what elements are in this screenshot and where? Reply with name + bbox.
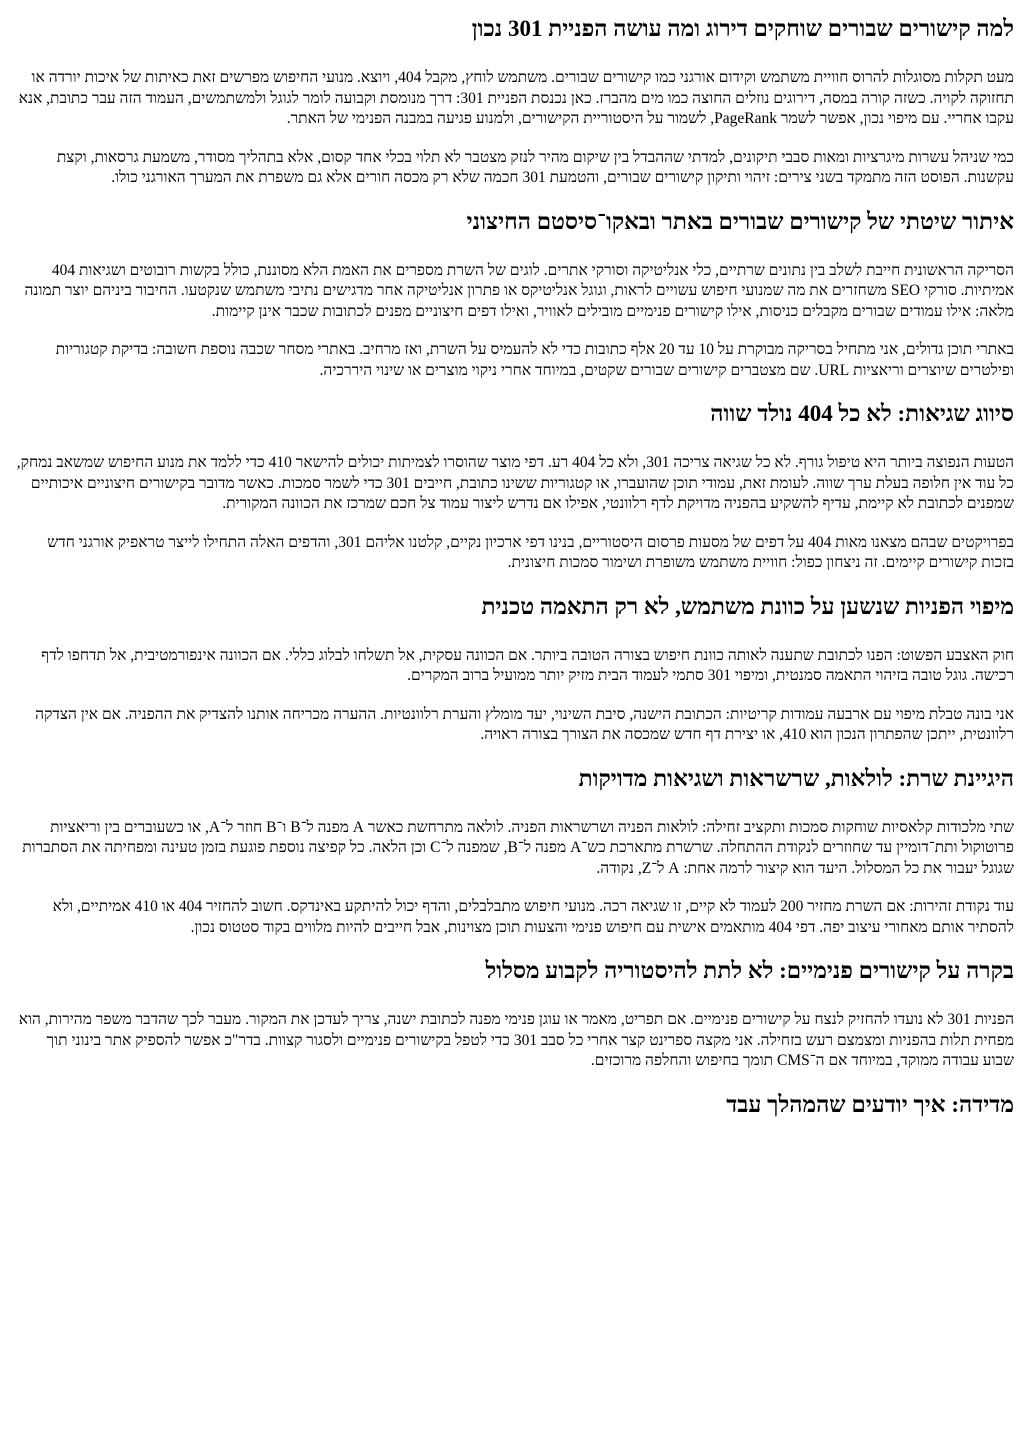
- section-heading: איתור שיטתי של קישורים שבורים באתר ובאקו־סיסטם החיצוני: [466, 208, 1014, 234]
- section-heading: היגיינת שרת: לולאות, שרשראות ושגיאות מדויקות: [578, 765, 1014, 791]
- section-redirect-mapping: [12, 592, 1014, 746]
- paragraph: בפרויקטים שבהם מצאנו מאות 404 על דפים של מסעות פרסום היסטוריים, בנינו דפי ארכיון נקיים, קלטנו אליהם 301, והדפים האלה התחילו לייצר טראפיק אורגני חדש בזכות קישורים קיימים. זה ניצחון כפול: חוויית משתמש משופרת ושימור סמכות חיצונית.: [47, 533, 1014, 571]
- paragraph: כמי שניהל עשרות מיגרציות ומאות סבבי תיקונים, למדתי שההבדל בין שיקום מהיר לנזק מצטבר לא תלוי בכלי אחד קסום, אלא בתהליך מסודר, משמעת גרסאות, וקצת עקשנות. הפוסט הזה מתמקד בשני צירים: זיהוי ותיקון קישורים שבורים, והטמעת 301 חכמה שלא רק מכסה חורים אלא גם משפרת את המערך האורגני כולו.: [56, 148, 1014, 186]
- paragraph: חוק האצבע הפשוט: הפנו לכתובת שתענה לאותה כוונת חיפוש בצורה הטובה ביותר. אם הכוונה עסקית, אל תשלחו לבלוג כללי. אם הכוונה אינפורמטיבית, אל תדחפו לדף רכישה. גוגל טובה בזיהוי התאמה סמנטית, ומיפוי 301 סתמי לעמוד הבית מזיק יותר ממועיל ברוב המקרים.: [41, 646, 1014, 684]
- section-heading: למה קישורים שבורים שוחקים דירוג ומה עושה הפניית 301 נכון: [471, 16, 1014, 41]
- section-internal-links: [12, 956, 1014, 1072]
- paragraph: אני בונה טבלת מיפוי עם ארבעה עמודות קריטיות: הכתובת הישנה, סיבת השינוי, יעד מומלץ והערת רלוונטיות. ההערה מכריחה אותנו להצדיק את ההפניה. אם אין הצדקה רלוונטית, ייתכן שהפתרון הנכון הוא 410, או יצירת דף חדש שמכסה את הצורך בצורה ראויה.: [35, 705, 1014, 743]
- section-broken-links-301: [12, 14, 1014, 189]
- section-systematic-detection: [12, 207, 1014, 382]
- paragraph: הפניות 301 לא נועדו להחזיק לנצח על קישורים פנימיים. אם תפריט, מאמר או עוגן פנימי מפנה לכתובת ישנה, צריך לעדכן את המקור. מעבר לכך שהדבר משפר מהירות, הוא מפחית תלות בהפניות ומצמצם רעש בזחילה. אני מקצה ספרינט קצר אחרי כל סבב 301 כדי לטפל בקישורים פנימיים ולסגור קצוות. בדר"כ אפשר להספיק אתר בינוני תוך שבוע עבודה ממוקד, במיוחד אם ה־CMS תומך בחיפוש והחלפה מרוכזים.: [18, 1011, 1014, 1069]
- paragraph: הסריקה הראשונית חייבת לשלב בין נתונים שרתיים, כלי אנליטיקה וסורקי אתרים. לוגים של השרת מספרים את האמת הלא מסוננת, כולל בקשות רובוטים ושגיאות 404 אמיתיות. סורקי SEO משחזרים את מה שמנועי חיפוש עשויים לראות, וגוגל אנליטיקס או פתרון אנליטיקה אחר מדגישים נתיבי משתמש שנקטעו. החיבור ביניהם יוצר תמונה מלאה: אילו עמודים שבורים מקבלים כניסות, אילו קישורים פנימיים מובילים לאוויר, ואילו דפים חיצוניים מפנים לכתובות שכבר אינן קיימות.: [24, 261, 1014, 320]
- paragraph: הטעות הנפוצה ביותר היא טיפול גורף. לא כל שגיאה צריכה 301, ולא כל 404 רע. דפי מוצר שהוסרו לצמיתות יכולים להישאר 410 כדי ללמד את מנוע החיפוש שמשאב נמחק, כל עוד אין חלופה בעלת ערך שווה. לעומת זאת, עמודי תוכן שהועברו, או קטגוריות ששינו כתובת, חייבים 301 כדי לשמר סמכות. כאשר מדובר בקישורים חיצוניים איכותיים שמפנים לכתובת לא קיימת, עדיף להשקיע בהפניה מדויקת לדף רלוונטי, אפילו אם נדרש ליצור עמוד צל חכם שמרכז את הכוונה המקורית.: [16, 454, 1014, 512]
- paragraph: באתרי תוכן גדולים, אני מתחיל בסריקה מבוקרת על 10 עד 20 אלף כתובות כדי לא להעמיס על השרת, ואז מרחיב. באתרי מסחר שכבה נוספת חשובה: בדיקת קטגוריות ופילטרים שיוצרים וריאציות URL. שם מצטברים קישורים שבורים שקטים, במיוחד אחרי ניקוי מוצרים או שינוי היררכיה.: [55, 341, 1014, 379]
- section-server-hygiene: [12, 764, 1014, 939]
- section-heading: סיווג שגיאות: לא כל 404 נולד שווה: [710, 401, 1014, 426]
- section-heading: מיפוי הפניות שנשען על כוונת משתמש, לא רק התאמה טכנית: [481, 593, 1014, 619]
- section-heading: מדידה: איך יודעים שהמהלך עבד: [726, 1091, 1014, 1117]
- section-measurement: [12, 1090, 1014, 1120]
- paragraph: שתי מלכודות קלאסיות שוחקות סמכות ותקציב זחילה: לולאות הפניה ושרשראות הפניה. לולאה מתרחשת כאשר A מפנה ל־B ו־B חוזר ל־A, או כשעוברים בין וריאציות פרוטוקול ותת־דומיין עד שחוזרים לנקודת ההתחלה. שרשרת מתארכת כש־A מפנה ל־B, שמפנה ל־C וכן הלאה. כל קפיצה נוספת פוגעת בזמן טעינה ומפחיתה את הסתברות שגוגל יעבור את כל המסלול. היעד הוא קיצור לרמה אחת: A ל־Z, נקודה.: [22, 818, 1014, 877]
- section-error-classification: [12, 399, 1014, 574]
- paragraph: עוד נקודת זהירות: אם השרת מחזיר 200 לעמוד לא קיים, זו שגיאה רכה. מנועי חיפוש מתבלבלים, והדף יכול להיתקע באינדקס. חשוב להחזיר 404 או 410 אמיתיים, ולא להסתיר אותם מאחורי עיצוב יפה. דפי 404 מותאמים אישית עם חיפוש פנימי והצעות תוכן מצוינות, אבל חייבים להיות מלווים בקוד סטטוס נכון.: [52, 898, 1014, 936]
- paragraph: מעט תקלות מסוגלות להרוס חוויית משתמש וקידום אורגני כמו קישורים שבורים. משתמש לוחץ, מקבל 404, ויוצא. מנועי החיפוש מפרשים זאת כאיתות של איכות יורדה או תחזוקה לקויה. כשזה קורה במסה, דירוגים נוזלים החוצה כמו מים מהברז. כאן נכנסת הפניית 301: דרך מנומסת וקבועה לומר לגוגל ולמשתמשים, העמוד הזה עבר כתובת, אנא עקבו אחריי. עם מיפוי נכון, אפשר לשמר PageRank, לשמור על היסטוריית הקישורים, ולמנוע פגיעה במבנה הפנימי של האתר.: [18, 69, 1014, 127]
- section-heading: בקרה על קישורים פנימיים: לא לתת להיסטוריה לקבוע מסלול: [485, 958, 1014, 983]
